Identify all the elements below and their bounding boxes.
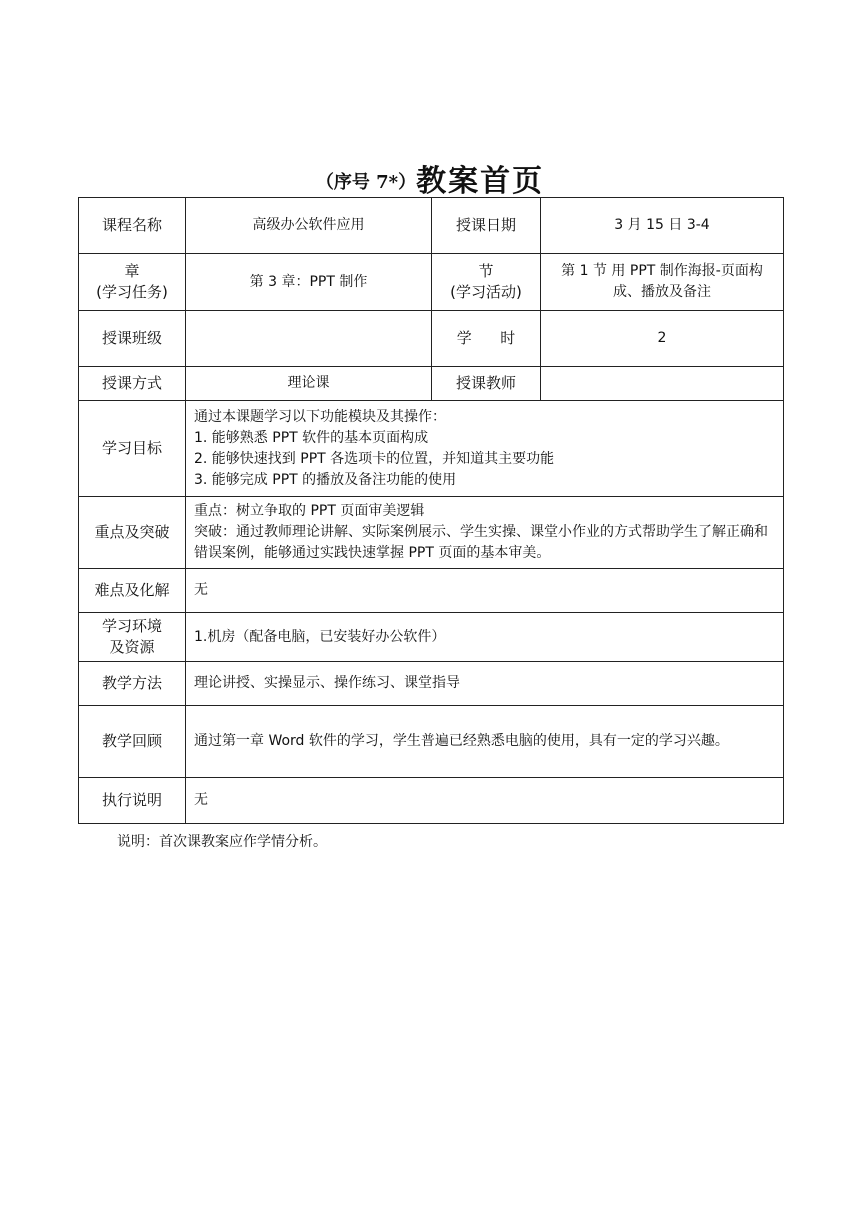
row-objectives [79,401,784,497]
course-name-value: 高级办公软件应用 [186,198,432,254]
section-value: 第 1 节 用 PPT 制作海报-页面构成、播放及备注 [541,254,784,311]
chapter-label-line1: 章 [124,262,140,280]
footer-note: 说明：首次课教案应作学情分析。 [117,834,327,850]
date-value: 3 月 15 日 3-4 [541,198,784,254]
row-method [79,367,784,401]
row-difficulties [79,569,784,613]
row-review [79,706,784,778]
environment-label-line2: 及资源 [109,638,155,656]
difficulties-label: 难点及化解 [79,569,186,613]
objectives-line: 3. 能够完成 PPT 的播放及备注功能的使用 [194,471,457,488]
teaching-methods-label: 教学方法 [79,662,186,706]
execution-label: 执行说明 [79,778,186,824]
lesson-plan-table [78,197,784,824]
method-type-value: 理论课 [186,367,432,401]
teacher-value [541,367,784,401]
execution-value: 无 [186,778,784,824]
class-label: 授课班级 [79,311,186,367]
section-label-line1: 节 [478,262,494,280]
key-points-line: 重点：树立争取的 PPT 页面审美逻辑 [194,503,425,519]
section-label-line2: (学习活动) [450,283,522,301]
title-prefix: （序号 7*） [315,172,417,193]
row-environment [79,613,784,662]
key-points-label: 重点及突破 [79,497,186,569]
hours-label: 学 时 [432,311,541,367]
teaching-methods-value: 理论讲授、实操显示、操作练习、课堂指导 [186,662,784,706]
date-label: 授课日期 [432,198,541,254]
class-value [186,311,432,367]
title-main: 教案首页 [416,164,545,199]
key-points-value [186,497,784,569]
key-points-line: 突破：通过教师理论讲解、实际案例展示、学生实操、课堂小作业的方式帮助学生了解正确和错误案例，能够通过实践快速掌握 PPT 页面的基本审美。 [194,524,768,561]
objectives-line: 通过本课题学习以下功能模块及其操作： [194,408,446,425]
environment-label [79,613,186,662]
chapter-value: 第 3 章：PPT 制作 [186,254,432,311]
teacher-label: 授课教师 [432,367,541,401]
objectives-line: 1. 能够熟悉 PPT 软件的基本页面构成 [194,429,429,446]
difficulties-value: 无 [186,569,784,613]
row-key-points [79,497,784,569]
objectives-line: 2. 能够快速找到 PPT 各选项卡的位置，并知道其主要功能 [194,450,555,467]
course-name-label: 课程名称 [79,198,186,254]
environment-value: 1.机房（配备电脑，已安装好办公软件） [186,613,784,662]
row-course [79,198,784,254]
method-type-label: 授课方式 [79,367,186,401]
section-label [432,254,541,311]
review-label: 教学回顾 [79,706,186,778]
row-class [79,311,784,367]
environment-label-line1: 学习环境 [101,617,162,635]
chapter-label [79,254,186,311]
review-value: 通过第一章 Word 软件的学习，学生普遍已经熟悉电脑的使用，具有一定的学习兴趣。 [186,706,784,778]
row-chapter [79,254,784,311]
chapter-label-line2: (学习任务) [96,283,168,301]
objectives-label: 学习目标 [79,401,186,497]
row-teaching-methods [79,662,784,706]
hours-value: 2 [541,311,784,367]
row-execution [79,778,784,824]
page-title [0,156,860,200]
objectives-value [186,401,784,497]
